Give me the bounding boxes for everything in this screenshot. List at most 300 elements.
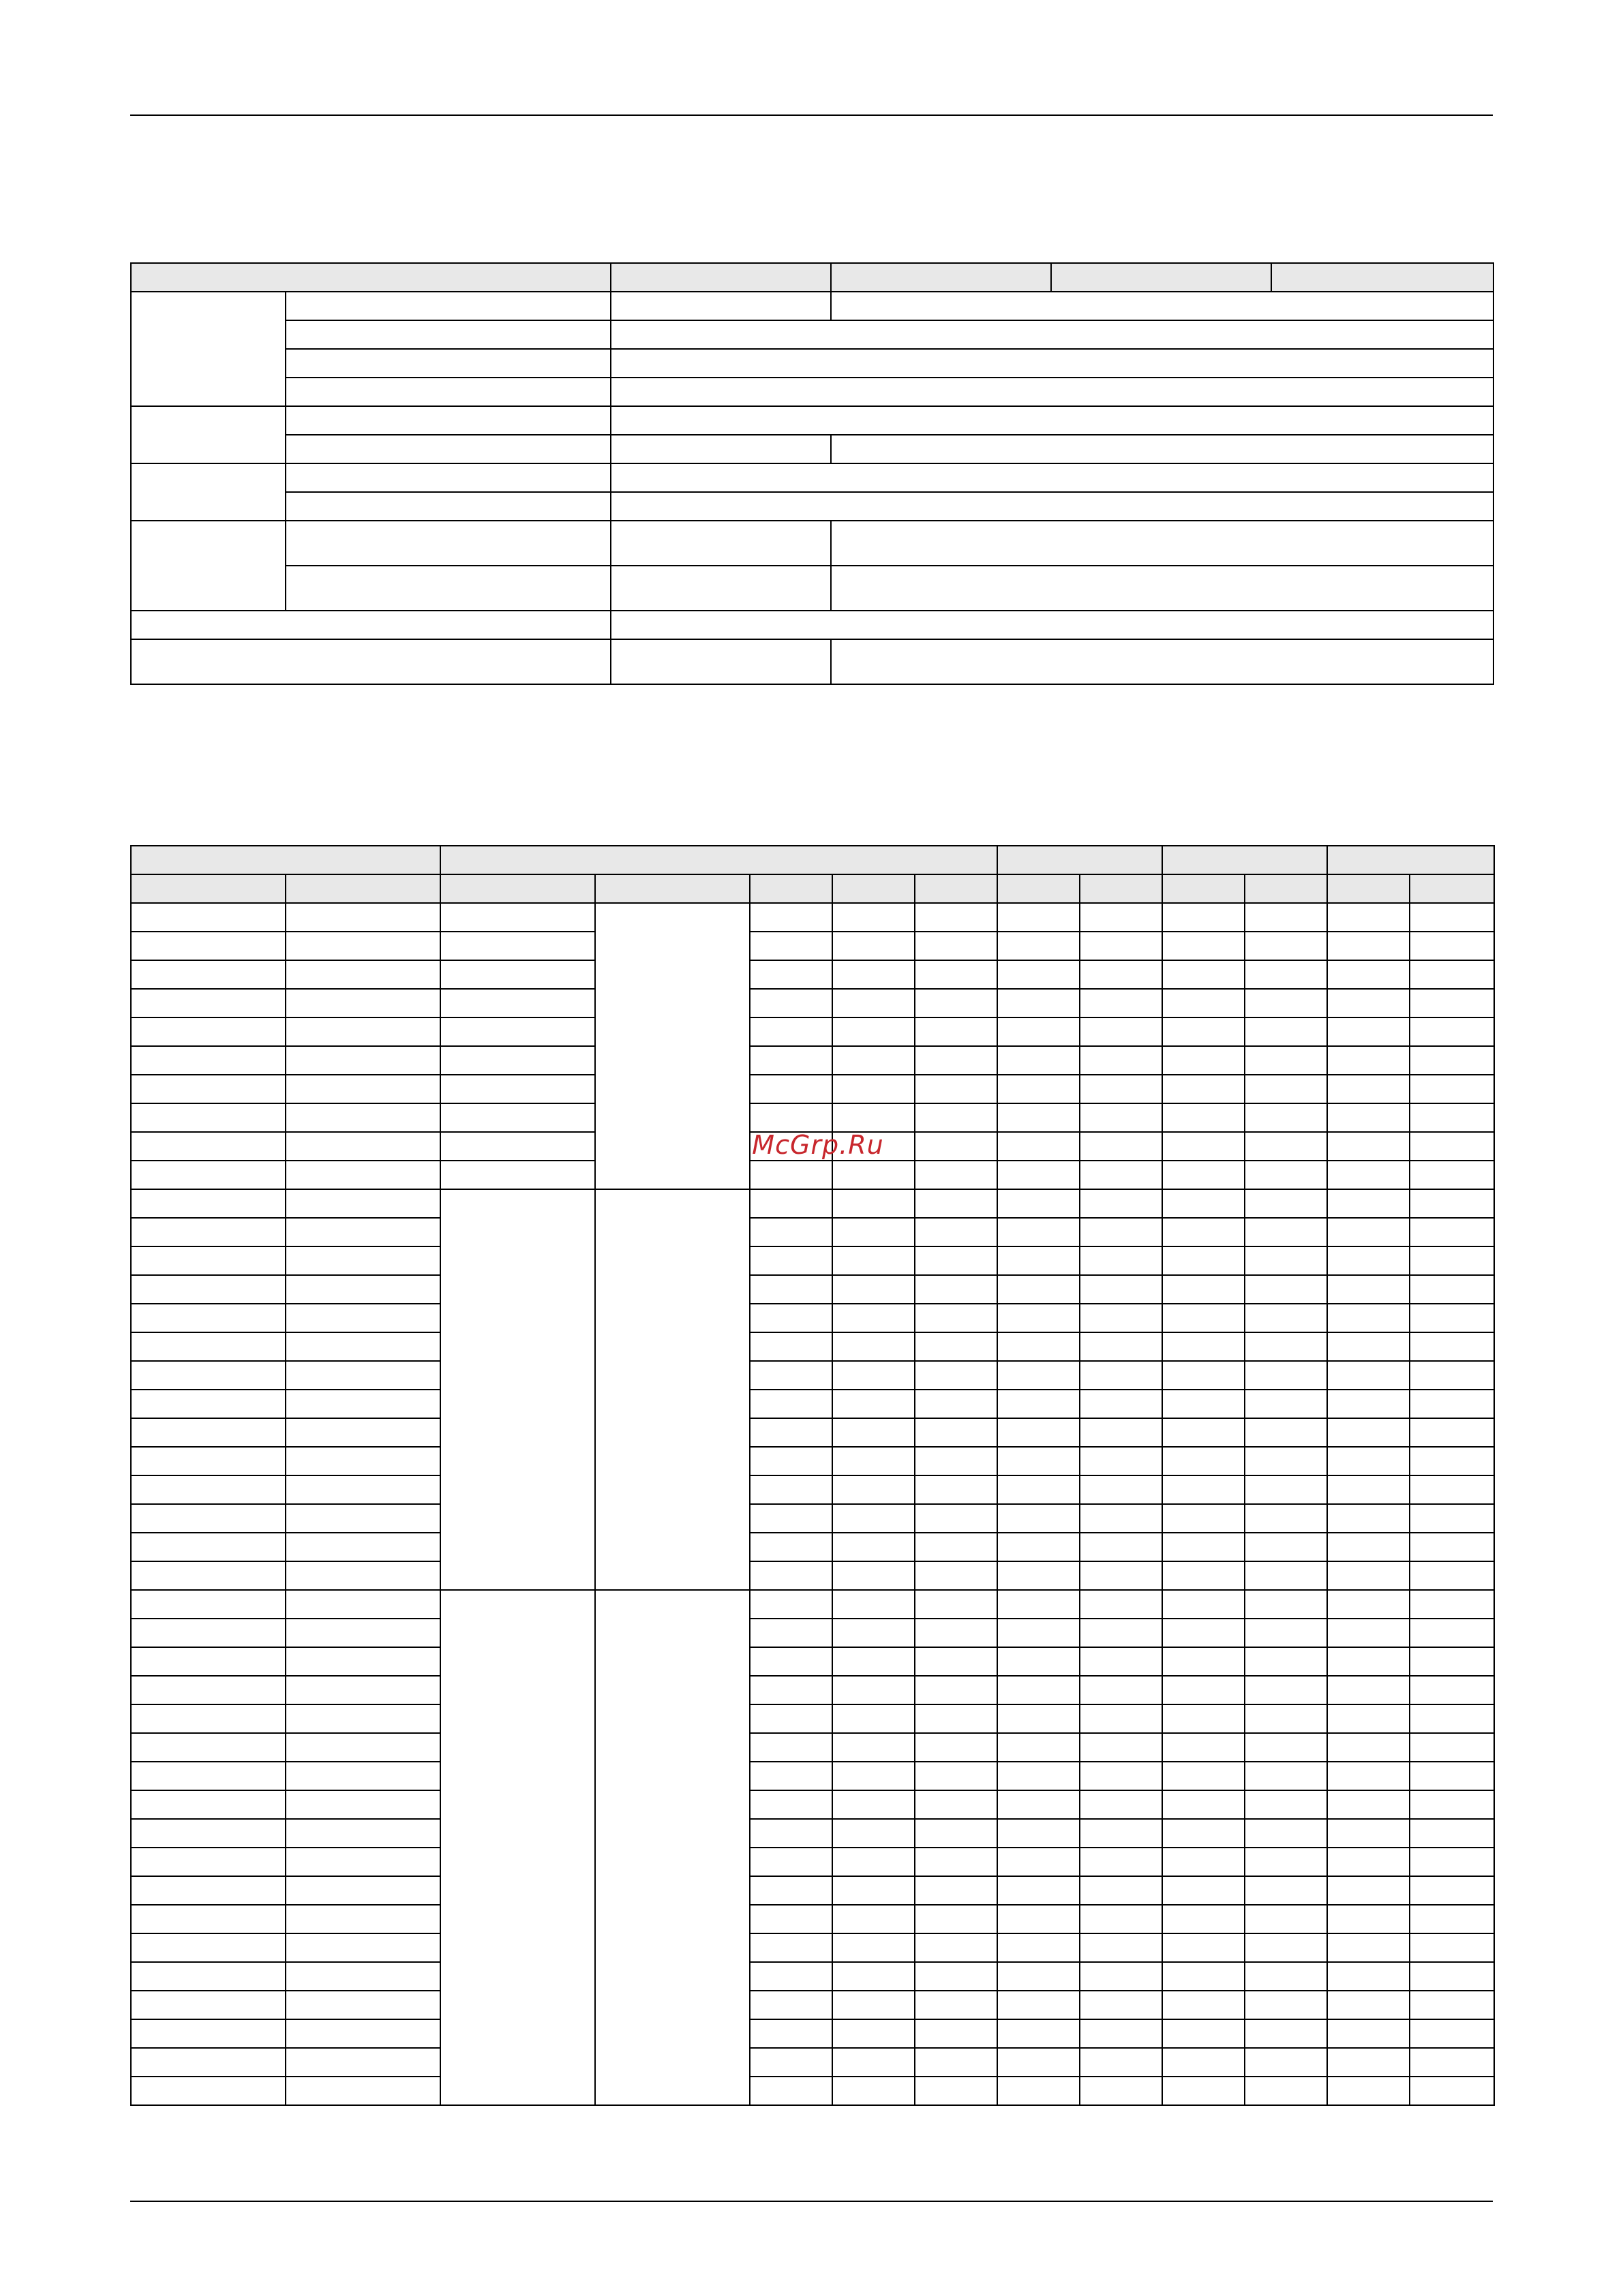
parts-cell	[750, 2077, 832, 2105]
parts-cell	[286, 2048, 440, 2077]
parts-cell	[832, 1905, 915, 1933]
parts-header-cell	[131, 874, 286, 903]
spec-row	[131, 639, 1493, 684]
parts-cell	[1080, 1046, 1162, 1075]
parts-cell	[1327, 1647, 1410, 1676]
parts-cell	[832, 2077, 915, 2105]
spec-label-cell	[286, 292, 611, 320]
parts-cell	[1410, 1762, 1494, 1790]
parts-cell	[1080, 1876, 1162, 1905]
parts-cell	[1410, 1304, 1494, 1332]
parts-cell	[997, 1132, 1080, 1161]
parts-cell	[997, 1647, 1080, 1676]
parts-cell	[1245, 1619, 1327, 1647]
table-row	[131, 960, 1494, 989]
watermark-text: McGrp.Ru	[752, 1130, 884, 1160]
parts-cell	[832, 1590, 915, 1619]
parts-cell	[1327, 1848, 1410, 1876]
parts-cell	[1162, 1762, 1245, 1790]
parts-cell	[915, 1304, 997, 1332]
parts-cell	[832, 1991, 915, 2019]
parts-cell	[440, 960, 595, 989]
parts-cell	[997, 1733, 1080, 1762]
parts-cell	[832, 1418, 915, 1447]
parts-cell	[131, 1017, 286, 1046]
parts-cell	[750, 1819, 832, 1848]
parts-cell	[997, 1619, 1080, 1647]
parts-cell	[997, 1161, 1080, 1189]
parts-cell	[1245, 1991, 1327, 2019]
parts-cell	[440, 1046, 595, 1075]
parts-cell	[1410, 1561, 1494, 1590]
parts-cell	[1245, 1332, 1327, 1361]
parts-cell	[1162, 2019, 1245, 2048]
parts-cell	[1327, 1304, 1410, 1332]
parts-cell	[1327, 1418, 1410, 1447]
parts-cell	[286, 1103, 440, 1132]
parts-cell	[832, 2019, 915, 2048]
table-row	[131, 1418, 1494, 1447]
parts-cell	[832, 1762, 915, 1790]
parts-cell	[286, 1332, 440, 1361]
parts-cell	[1327, 1704, 1410, 1733]
parts-cell	[131, 1762, 286, 1790]
parts-cell	[440, 1017, 595, 1046]
parts-cell	[1327, 1075, 1410, 1103]
table-row	[131, 1218, 1494, 1246]
table-row	[131, 1533, 1494, 1561]
parts-cell	[1410, 2077, 1494, 2105]
parts-cell	[131, 903, 286, 932]
parts-cell	[286, 1619, 440, 1647]
table-row	[131, 1390, 1494, 1418]
parts-cell	[750, 960, 832, 989]
table-row	[131, 1647, 1494, 1676]
parts-cell	[1327, 2019, 1410, 2048]
parts-cell	[286, 1075, 440, 1103]
parts-cell	[286, 903, 440, 932]
parts-cell	[750, 1905, 832, 1933]
table-row	[131, 1762, 1494, 1790]
parts-cell	[1327, 1475, 1410, 1504]
parts-cell	[997, 1962, 1080, 1991]
parts-cell	[832, 1561, 915, 1590]
parts-cell	[1162, 1790, 1245, 1819]
parts-cell	[1080, 2019, 1162, 2048]
parts-cell	[997, 1991, 1080, 2019]
parts-cell	[1327, 1046, 1410, 1075]
parts-cell	[131, 1390, 286, 1418]
parts-cell	[832, 960, 915, 989]
parts-cell	[1410, 1590, 1494, 1619]
parts-header-cell	[440, 846, 997, 874]
parts-cell	[750, 1876, 832, 1905]
parts-cell	[131, 1304, 286, 1332]
parts-cell	[832, 2048, 915, 2077]
parts-cell	[1327, 1819, 1410, 1848]
parts-cell	[832, 1962, 915, 1991]
parts-cell	[1080, 1905, 1162, 1933]
spec-label-cell	[131, 639, 611, 684]
parts-cell	[832, 1046, 915, 1075]
parts-cell	[1245, 1475, 1327, 1504]
parts-cell	[1410, 1046, 1494, 1075]
table-row	[131, 1103, 1494, 1132]
parts-cell	[1327, 1447, 1410, 1475]
parts-cell	[1080, 1561, 1162, 1590]
table-row	[131, 1075, 1494, 1103]
parts-cell	[750, 1704, 832, 1733]
spec-row	[131, 349, 1493, 378]
table-row	[131, 1332, 1494, 1361]
parts-cell	[1162, 1733, 1245, 1762]
parts-cell	[1410, 932, 1494, 960]
parts-cell	[131, 2077, 286, 2105]
parts-cell	[832, 1390, 915, 1418]
parts-cell	[131, 1447, 286, 1475]
parts-cell	[915, 1704, 997, 1733]
parts-cell	[1245, 1447, 1327, 1475]
table-row	[131, 1447, 1494, 1475]
parts-cell	[1080, 1762, 1162, 1790]
parts-cell	[1327, 1962, 1410, 1991]
parts-cell	[1327, 1390, 1410, 1418]
parts-cell	[750, 1561, 832, 1590]
parts-cell	[131, 1161, 286, 1189]
parts-cell	[915, 1361, 997, 1390]
parts-cell	[1162, 1418, 1245, 1447]
parts-cell	[1162, 1619, 1245, 1647]
parts-cell	[1327, 1590, 1410, 1619]
parts-cell	[1162, 1447, 1245, 1475]
parts-header-cell	[286, 874, 440, 903]
parts-cell	[1410, 1819, 1494, 1848]
parts-cell	[915, 1647, 997, 1676]
parts-cell	[997, 1790, 1080, 1819]
spec-row	[131, 521, 1493, 566]
parts-cell	[832, 1819, 915, 1848]
parts-cell	[750, 2019, 832, 2048]
table-row	[131, 1189, 1494, 1218]
parts-cell	[915, 989, 997, 1017]
parts-cell	[1327, 1189, 1410, 1218]
parts-cell	[750, 1504, 832, 1533]
parts-cell	[1162, 1590, 1245, 1619]
parts-cell	[1410, 1848, 1494, 1876]
spec-row	[131, 406, 1493, 435]
parts-cell	[997, 1418, 1080, 1447]
parts-cell	[440, 1103, 595, 1132]
parts-cell	[131, 1332, 286, 1361]
parts-cell	[997, 1504, 1080, 1533]
parts-cell	[915, 1733, 997, 1762]
parts-cell	[750, 1075, 832, 1103]
parts-cell	[131, 932, 286, 960]
parts-cell	[1410, 1790, 1494, 1819]
parts-cell	[440, 1189, 595, 1590]
parts-cell	[1245, 1046, 1327, 1075]
parts-cell	[131, 1962, 286, 1991]
parts-cell	[131, 1790, 286, 1819]
parts-cell	[1327, 1275, 1410, 1304]
parts-cell	[1410, 1733, 1494, 1762]
parts-cell	[915, 1962, 997, 1991]
parts-cell	[750, 932, 832, 960]
parts-cell	[1327, 1361, 1410, 1390]
parts-cell	[286, 1676, 440, 1704]
parts-cell	[440, 1132, 595, 1161]
parts-cell	[750, 1848, 832, 1876]
parts-cell	[750, 1304, 832, 1332]
spec-value-cell	[831, 292, 1493, 320]
parts-cell	[1245, 1361, 1327, 1390]
parts-cell	[832, 1218, 915, 1246]
parts-cell	[1245, 1132, 1327, 1161]
parts-header-cell	[1410, 874, 1494, 903]
parts-cell	[286, 1962, 440, 1991]
parts-cell	[1245, 989, 1327, 1017]
parts-cell	[750, 1590, 832, 1619]
parts-cell	[1245, 1704, 1327, 1733]
parts-cell	[1410, 1676, 1494, 1704]
parts-cell	[286, 1046, 440, 1075]
parts-cell	[832, 1161, 915, 1189]
parts-cell	[286, 1561, 440, 1590]
spec-label-cell	[286, 349, 611, 378]
parts-cell	[915, 2019, 997, 2048]
parts-cell	[286, 1475, 440, 1504]
parts-cell	[1245, 1790, 1327, 1819]
spec-label-cell	[286, 521, 611, 566]
parts-cell	[1245, 932, 1327, 960]
parts-cell	[440, 1075, 595, 1103]
table-row	[131, 2077, 1494, 2105]
parts-cell	[832, 1275, 915, 1304]
parts-cell	[1245, 1161, 1327, 1189]
parts-cell	[131, 1046, 286, 1075]
parts-cell	[1410, 1933, 1494, 1962]
parts-cell	[1327, 1561, 1410, 1590]
parts-cell	[1245, 2077, 1327, 2105]
table-row	[131, 1905, 1494, 1933]
parts-cell	[1410, 1189, 1494, 1218]
parts-cell	[1327, 1533, 1410, 1561]
parts-cell	[915, 1046, 997, 1075]
parts-cell	[1080, 1933, 1162, 1962]
parts-cell	[832, 1447, 915, 1475]
parts-cell	[1080, 960, 1162, 989]
parts-cell	[131, 1075, 286, 1103]
parts-cell	[286, 1933, 440, 1962]
spec-label-cell	[286, 378, 611, 406]
parts-cell	[131, 1676, 286, 1704]
parts-cell	[1080, 1790, 1162, 1819]
parts-cell	[997, 1189, 1080, 1218]
parts-cell	[832, 1017, 915, 1046]
parts-cell	[1327, 1991, 1410, 2019]
parts-cell	[1327, 2048, 1410, 2077]
parts-cell	[1162, 1075, 1245, 1103]
parts-cell	[750, 1762, 832, 1790]
spec-group-cell	[131, 463, 286, 521]
parts-cell	[1162, 1390, 1245, 1418]
parts-cell	[1327, 1017, 1410, 1046]
parts-cell	[1327, 932, 1410, 960]
parts-cell	[1245, 1561, 1327, 1590]
parts-cell	[1245, 1876, 1327, 1905]
parts-cell	[1245, 1762, 1327, 1790]
spec-value-cell	[831, 566, 1493, 611]
table-row	[131, 1361, 1494, 1390]
parts-cell	[997, 1590, 1080, 1619]
parts-cell	[131, 1819, 286, 1848]
parts-cell	[286, 1017, 440, 1046]
parts-cell	[1162, 1332, 1245, 1361]
spec-header-cell	[1051, 263, 1271, 292]
parts-cell	[1080, 1704, 1162, 1733]
spec-value-cell	[831, 639, 1493, 684]
parts-cell	[1327, 1332, 1410, 1361]
parts-cell	[832, 1075, 915, 1103]
parts-cell	[1410, 1704, 1494, 1733]
parts-cell	[1410, 1876, 1494, 1905]
parts-cell	[1410, 2019, 1494, 2048]
parts-cell	[997, 1046, 1080, 1075]
spec-row	[131, 320, 1493, 349]
spec-value-cell	[611, 349, 1493, 378]
spec-header-cell	[611, 263, 831, 292]
parts-cell	[1327, 1762, 1410, 1790]
parts-cell	[915, 1475, 997, 1504]
parts-cell	[286, 2077, 440, 2105]
parts-cell	[915, 1275, 997, 1304]
parts-cell	[915, 1246, 997, 1275]
parts-cell	[286, 1905, 440, 1933]
parts-cell	[1162, 1933, 1245, 1962]
parts-cell	[750, 1475, 832, 1504]
parts-cell	[750, 1332, 832, 1361]
parts-cell	[832, 1475, 915, 1504]
parts-cell	[1080, 1075, 1162, 1103]
parts-cell	[286, 960, 440, 989]
parts-cell	[131, 1533, 286, 1561]
parts-cell	[1410, 1075, 1494, 1103]
parts-cell	[1245, 1218, 1327, 1246]
parts-cell	[1327, 1218, 1410, 1246]
parts-cell	[750, 1275, 832, 1304]
parts-cell	[997, 903, 1080, 932]
parts-cell	[1410, 1905, 1494, 1933]
parts-cell	[131, 1189, 286, 1218]
spec-header-cell	[831, 263, 1051, 292]
parts-cell	[1080, 1332, 1162, 1361]
parts-cell	[131, 1218, 286, 1246]
parts-cell	[997, 1304, 1080, 1332]
parts-cell	[1162, 1991, 1245, 2019]
parts-cell	[1410, 1504, 1494, 1533]
spec-label-cell	[286, 492, 611, 521]
parts-cell	[750, 903, 832, 932]
parts-cell	[1327, 1504, 1410, 1533]
parts-cell	[131, 1590, 286, 1619]
parts-cell	[286, 1819, 440, 1848]
parts-cell	[750, 1733, 832, 1762]
parts-cell	[1410, 1332, 1494, 1361]
parts-cell	[1080, 1103, 1162, 1132]
parts-cell	[1327, 1161, 1410, 1189]
parts-cell	[1327, 1246, 1410, 1275]
parts-cell	[131, 1418, 286, 1447]
parts-cell	[915, 903, 997, 932]
parts-cell	[915, 1561, 997, 1590]
parts-cell	[915, 1075, 997, 1103]
parts-cell	[750, 1218, 832, 1246]
parts-cell	[1327, 1876, 1410, 1905]
parts-cell	[1162, 2077, 1245, 2105]
parts-cell	[750, 1533, 832, 1561]
parts-cell	[997, 1246, 1080, 1275]
parts-cell	[286, 1161, 440, 1189]
parts-cell	[915, 1819, 997, 1848]
footer-rule	[130, 2201, 1493, 2202]
parts-cell	[997, 1103, 1080, 1132]
parts-cell	[1410, 1418, 1494, 1447]
parts-cell	[286, 1418, 440, 1447]
parts-cell	[1245, 1590, 1327, 1619]
parts-cell	[750, 1447, 832, 1475]
parts-cell	[1162, 1561, 1245, 1590]
parts-cell	[1080, 989, 1162, 1017]
table-row	[131, 1733, 1494, 1762]
table-row	[131, 2019, 1494, 2048]
parts-cell	[286, 932, 440, 960]
parts-cell	[1245, 1017, 1327, 1046]
parts-header-cell	[997, 874, 1080, 903]
parts-cell	[832, 1790, 915, 1819]
spec-label-cell	[286, 320, 611, 349]
parts-cell	[997, 1475, 1080, 1504]
parts-cell	[1327, 960, 1410, 989]
parts-cell	[832, 1848, 915, 1876]
parts-cell	[1245, 1819, 1327, 1848]
parts-cell	[286, 1733, 440, 1762]
parts-cell	[1410, 1647, 1494, 1676]
parts-cell	[1080, 1189, 1162, 1218]
parts-cell	[1245, 1733, 1327, 1762]
parts-cell	[1162, 1876, 1245, 1905]
parts-cell	[1410, 1132, 1494, 1161]
parts-cell	[997, 2077, 1080, 2105]
parts-cell	[131, 1475, 286, 1504]
parts-cell	[1245, 1504, 1327, 1533]
parts-cell	[286, 1218, 440, 1246]
parts-cell	[1245, 1189, 1327, 1218]
parts-cell	[1245, 1390, 1327, 1418]
parts-cell	[1245, 1304, 1327, 1332]
parts-cell	[131, 2019, 286, 2048]
spec-row	[131, 292, 1493, 320]
parts-cell	[1080, 1676, 1162, 1704]
parts-cell	[1245, 1418, 1327, 1447]
table-row	[131, 1304, 1494, 1332]
parts-cell	[997, 1075, 1080, 1103]
spec-value-cell	[611, 611, 1493, 639]
parts-cell	[915, 932, 997, 960]
parts-table	[130, 845, 1495, 2106]
parts-cell	[286, 1647, 440, 1676]
parts-cell	[915, 1332, 997, 1361]
parts-cell	[750, 1390, 832, 1418]
